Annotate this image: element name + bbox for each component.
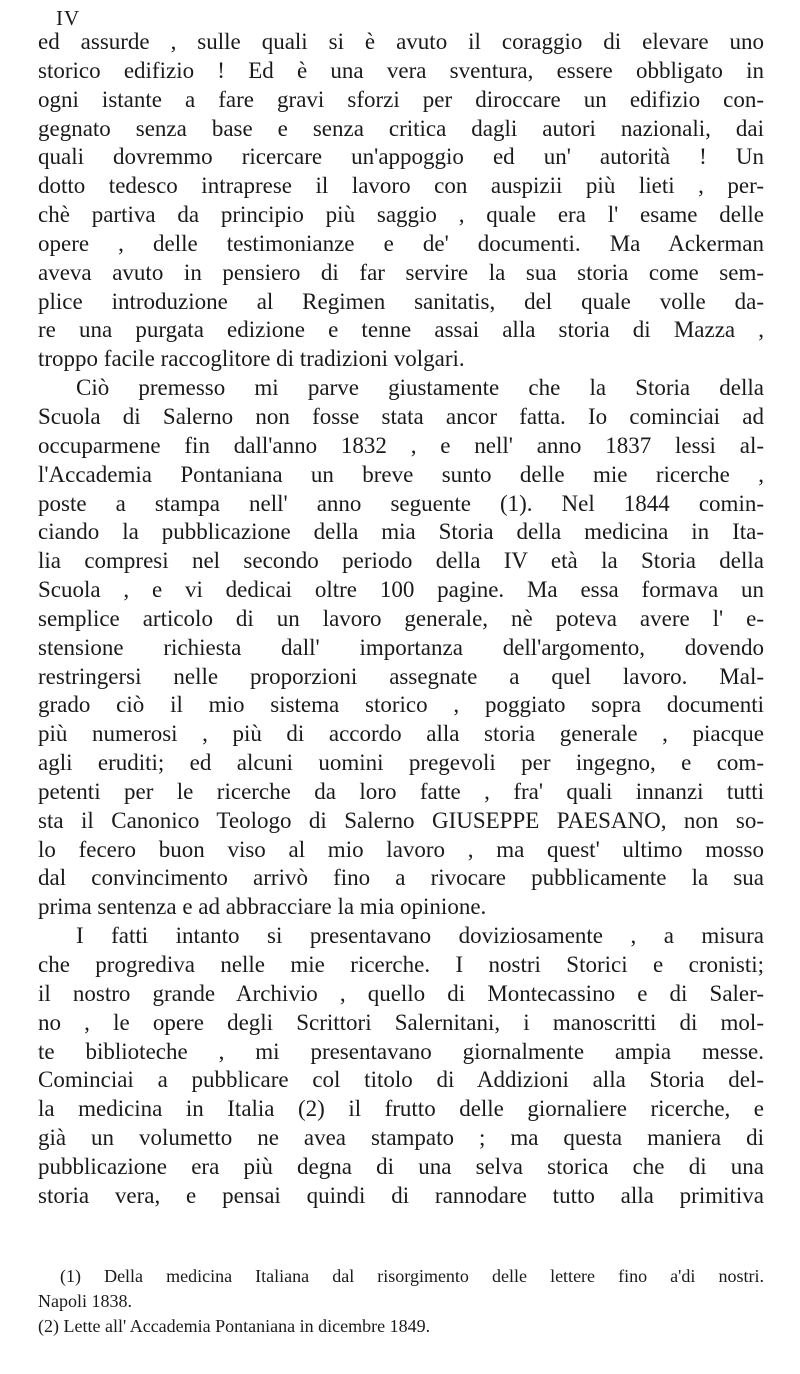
text-line: restringersi nelle proporzioni assegnate a quel lavoro. Mal- — [38, 663, 764, 689]
text-line: Cominciai a pubblicare col titolo di Addizioni alla Storia del- — [38, 1067, 764, 1093]
text-line: troppo facile raccoglitore di tradizioni volgari. — [38, 346, 465, 372]
footnote-line: (2) Lette all' Accademia Pontaniana in dicembre 1849. — [38, 1316, 431, 1336]
text-line: semplice articolo di un lavoro generale, nè poteva avere l' e- — [38, 605, 764, 631]
text-line: dal convincimento arrivò fino a rivocare pubblicamente la sua — [38, 865, 764, 891]
text-line: ed assurde , sulle quali si è avuto il coraggio di elevare uno — [38, 29, 764, 54]
text-line: ogni istante a fare gravi sforzi per diroccare un edifizio con- — [38, 86, 764, 112]
text-line: lia compresi nel secondo periodo della IV età la Storia della — [38, 548, 764, 574]
text-line: I fatti intanto si presentavano doviziosamente , a misura — [76, 923, 764, 949]
text-line: ciando la pubblicazione della mia Storia della medicina in Ita- — [38, 519, 764, 545]
text-line: opere , delle testimonianze e de' documenti. Ma Ackerman — [38, 230, 764, 256]
text-line: la medicina in Italia (2) il frutto delle giornaliere ricerche, e — [38, 1096, 764, 1122]
text-line: lo fecero buon viso al mio lavoro , ma quest' ultimo mosso — [38, 836, 764, 862]
text-line: poste a stampa nell' anno seguente (1). Nel 1844 comin- — [38, 490, 764, 516]
text-line: sta il Canonico Teologo di Salerno GIUSEPPE PAESANO, non so- — [38, 807, 764, 833]
text-line: Scuola di Salerno non fosse stata ancor fatta. Io cominciai ad — [38, 403, 764, 429]
text-line: re una purgata edizione e tenne assai alla storia di Mazza , — [38, 317, 764, 343]
main-text — [38, 28, 764, 1211]
text-line: il nostro grande Archivio , quello di Montecassino e di Saler- — [38, 980, 764, 1006]
text-line: più numerosi , più di accordo alla storia generale , piacque — [38, 721, 764, 747]
text-line: storico edifizio ! Ed è una vera sventura, essere obbligato in — [38, 57, 764, 83]
text-line: prima sentenza e ad abbracciare la mia opinione. — [38, 894, 487, 920]
text-line: già un volumetto ne avea stampato ; ma questa maniera di — [38, 1125, 764, 1151]
footnote-line: Napoli 1838. — [38, 1291, 132, 1311]
text-line: dotto tedesco intraprese il lavoro con auspizii più lieti , per- — [38, 173, 764, 199]
text-line: Ciò premesso mi parve giustamente che la Storia della — [76, 375, 764, 401]
text-line: chè partiva da principio più saggio , quale era l' esame delle — [38, 202, 764, 228]
text-line: agli eruditi; ed alcuni uomini pregevoli per ingegno, e com- — [38, 750, 764, 776]
text-line: grado ciò il mio sistema storico , poggiato sopra documenti — [38, 692, 764, 718]
page-number: IV — [56, 6, 81, 30]
text-line: no , le opere degli Scrittori Salernitani, i manoscritti di mol- — [38, 1009, 764, 1035]
text-line: pubblicazione era più degna di una selva storica che di una — [38, 1153, 764, 1179]
text-line: plice introduzione al Regimen sanitatis, del quale volle da- — [38, 288, 764, 314]
text-line: petenti per le ricerche da loro fatte , fra' quali innanzi tutti — [38, 778, 764, 804]
text-line: Scuola , e vi dedicai oltre 100 pagine. Ma essa formava un — [38, 577, 764, 603]
text-line: aveva avuto in pensiero di far servire la sua storia come sem- — [38, 259, 764, 285]
footnote-line: (1) Della medicina Italiana dal risorgimento delle lettere fino a'di nostri. — [60, 1266, 764, 1286]
text-line: l'Accademia Pontaniana un breve sunto delle mie ricerche , — [38, 461, 764, 487]
text-line: occuparmene fin dall'anno 1832 , e nell' anno 1837 lessi al- — [38, 432, 764, 458]
text-line: che progrediva nelle mie ricerche. I nostri Storici e cronisti; — [38, 952, 764, 977]
footnotes — [38, 1264, 764, 1339]
text-line: quali dovremmo ricercare un'appoggio ed un' autorità ! Un — [38, 144, 764, 170]
text-line: storia vera, e pensai quindi di rannodare tutto alla primitiva — [38, 1182, 764, 1208]
text-line: te biblioteche , mi presentavano giornalmente ampia messe. — [38, 1038, 764, 1064]
text-line: stensione richiesta dall' importanza dell'argomento, dovendo — [38, 634, 764, 660]
text-line: gegnato senza base e senza critica dagli autori nazionali, dai — [38, 115, 764, 141]
